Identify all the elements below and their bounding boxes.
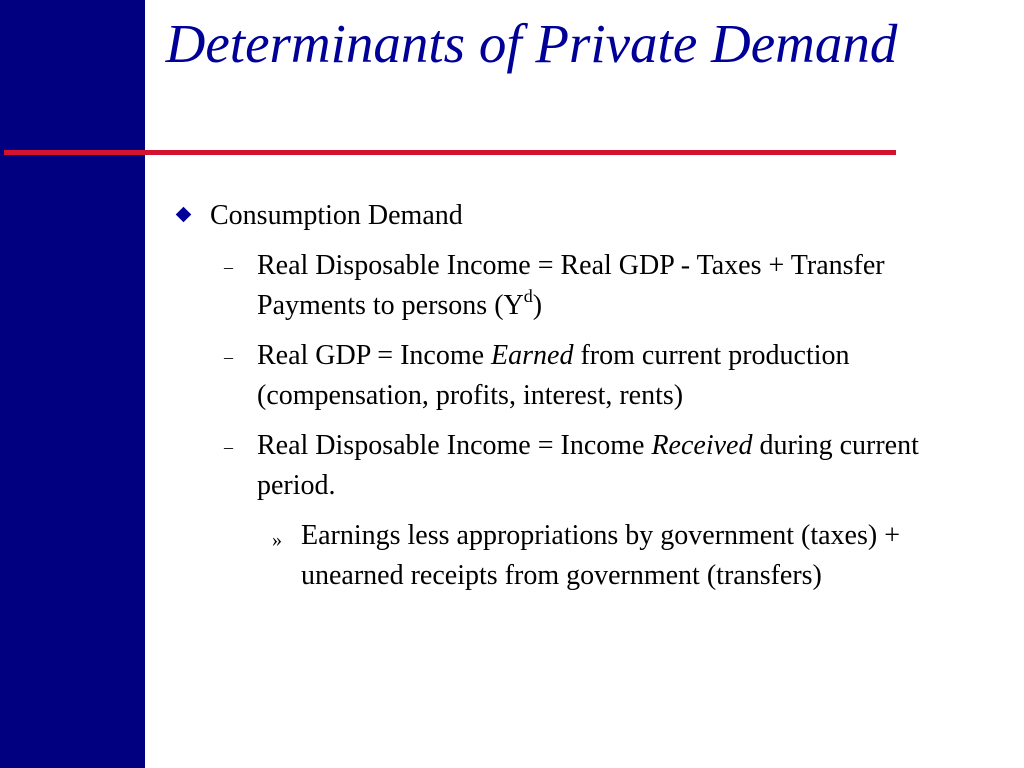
sub-item-text: Real Disposable Income = Income	[257, 430, 652, 461]
sub-item-real-gdp	[257, 336, 957, 416]
sub-item-text-end: )	[532, 290, 543, 321]
sub-item-disposable-income	[257, 246, 957, 326]
diamond-bullet-icon	[176, 207, 192, 223]
superscript-d: d	[523, 285, 533, 306]
sub-item-text-end: from current production (compensation, profits, interest, rents)	[257, 340, 850, 411]
sub-item-text-end: during current period.	[257, 430, 919, 501]
emphasis-received: Received	[651, 430, 753, 461]
sub-item-text: Real GDP = Income	[257, 340, 492, 371]
bullet-consumption-demand: Consumption Demand	[210, 200, 463, 231]
raquo-marker: »	[272, 529, 282, 551]
slide-title: Determinants of Private Demand	[165, 13, 898, 74]
sub-sub-item-earnings: Earnings less appropriations by government (taxes) + unearned receipts from government (transfers)	[301, 520, 900, 591]
dash-marker: –	[224, 347, 233, 367]
sub-item-received-income	[257, 426, 967, 506]
dash-marker: –	[224, 437, 233, 457]
sub-item-text: Real Disposable Income = Real GDP - Taxes + Transfer Payments to persons (Y	[257, 250, 885, 321]
dash-marker: –	[224, 257, 233, 277]
emphasis-earned: Earned	[491, 340, 574, 371]
